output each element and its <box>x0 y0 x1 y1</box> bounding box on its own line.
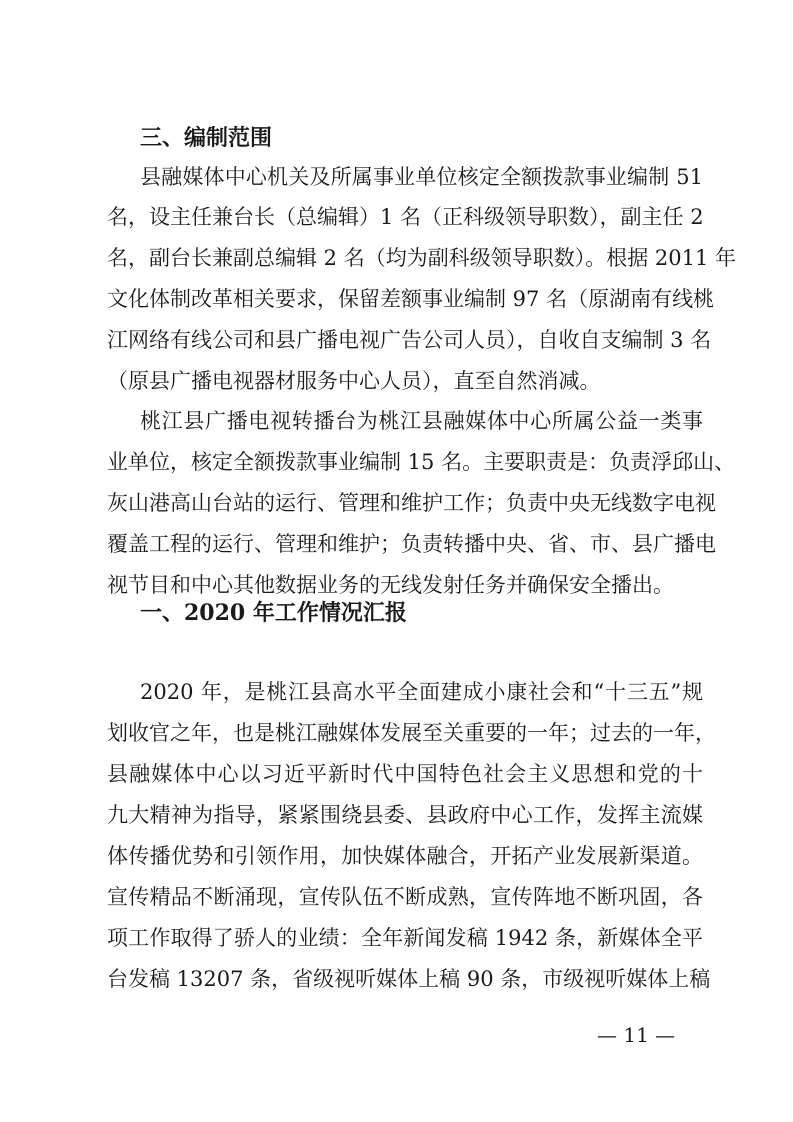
text-line: 宣传精品不断涌现，宣传队伍不断成熟，宣传阵地不断巩固，各 <box>107 885 703 909</box>
text-line: 江网络有线公司和县广播电视广告公司人员），自收自支编制 3 名 <box>107 328 712 352</box>
text-line: 2020 年，是桃江县高水平全面建成小康社会和“十三五”规 <box>140 680 703 704</box>
text-line: 县融媒体中心以习近平新时代中国特色社会主义思想和党的十 <box>107 762 703 786</box>
text-line: 九大精神为指导，紧紧围绕县委、县政府中心工作，发挥主流媒 <box>107 803 703 827</box>
text-line: 桃江县广播电视转播台为桃江县融媒体中心所属公益一类事 <box>140 409 703 433</box>
text-line: 项工作取得了骄人的业绩：全年新闻发稿 1942 条，新媒体全平 <box>107 926 703 950</box>
text-line: 划收官之年，也是桃江融媒体发展至关重要的一年；过去的一年， <box>107 721 716 745</box>
text-line: 覆盖工程的运行、管理和维护；负责转播中央、省、市、县广播电 <box>107 532 716 556</box>
text-line: 名，设主任兼台长（总编辑）1 名（正科级领导职数），副主任 2 <box>107 205 704 229</box>
text-line: （原县广播电视器材服务中心人员），直至自然消减。 <box>107 369 601 393</box>
text-line: 体传播优势和引领作用，加快媒体融合，开拓产业发展新渠道。 <box>107 844 703 868</box>
text-line: 业单位，核定全额拨款事业编制 15 名。主要职责是：负责浮邱山、 <box>107 450 736 474</box>
page-number: — 11 — <box>597 1023 676 1047</box>
section-heading-staffing-scope: 三、编制范围 <box>140 125 273 151</box>
text-line: 名，副台长兼副总编辑 2 名（均为副科级领导职数）。根据 2011 年 <box>107 246 737 270</box>
text-line: 灰山港高山台站的运行、管理和维护工作；负责中央无线数字电视 <box>107 491 716 515</box>
text-line: 文化体制改革相关要求，保留差额事业编制 97 名（原湖南有线桃 <box>107 287 715 311</box>
text-line: 视节目和中心其他数据业务的无线发射任务并确保安全播出。 <box>107 573 674 597</box>
text-line: 县融媒体中心机关及所属事业单位核定全额拨款事业编制 51 <box>140 165 703 189</box>
section-heading-2020-report: 一、2020 年工作情况汇报 <box>140 600 407 626</box>
text-line: 台发稿 13207 条，省级视听媒体上稿 90 条，市级视听媒体上稿 <box>107 967 711 991</box>
